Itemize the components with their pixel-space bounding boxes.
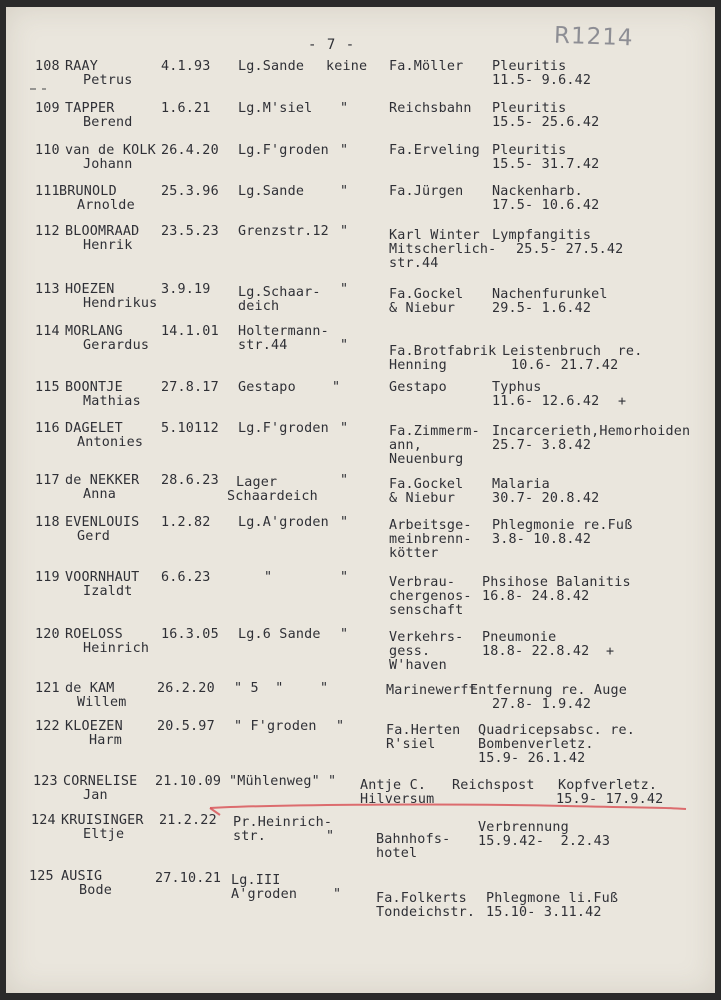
employer: Reichsbahn [389,101,472,116]
diagnosis-secondary: Bombenverletz. [478,737,594,752]
ditto-mark: " [340,224,349,239]
surname: TAPPER [65,101,115,116]
treatment-period: 27.8- 1.9.42 [492,697,592,712]
birth-date: 1.2.82 [161,515,211,530]
diagnosis: Pleuritis [492,101,567,116]
employer: Reichspost [452,778,535,793]
given-name: Arnolde [77,198,135,213]
death-mark: + [606,644,615,659]
treatment-period: 17.5- 10.6.42 [492,198,600,213]
surname: CORNELISE [63,774,138,789]
entry-number: 119 [35,570,60,585]
surname: de KAM [65,681,115,696]
treatment-period: 25.7- 3.8.42 [492,438,592,453]
address: Lg.F'groden [238,143,329,158]
birth-date: 16.3.05 [161,627,219,642]
diagnosis: Nackenharb. [492,184,583,199]
ditto-mark: " [340,473,349,488]
entry-number: 122 [35,719,60,734]
diagnosis: Incarcerieth,Hemorhoiden [492,424,691,439]
treatment-period: 15.9- 17.9.42 [556,792,664,807]
entry-number: 121 [35,681,60,696]
diagnosis: Pleuritis [492,143,567,158]
employer-line: gess. [389,644,431,659]
entry-number: 116 [35,421,60,436]
treatment-period: 3.8- 10.8.42 [492,532,592,547]
entry-number: 108 [35,59,60,74]
address: " F'groden [234,719,317,734]
diagnosis: Phlegmonie re.Fuß [492,518,633,533]
page-number: - 7 - [308,37,356,53]
employer: Fa.Möller [389,59,464,74]
address-line: A'groden [231,887,298,902]
given-name: Mathias [83,394,141,409]
employer-line: Verbrau- [389,575,456,590]
surname: RAAY [65,59,99,74]
birth-date: 4.1.93 [161,59,211,74]
address-line: Lager [236,475,278,490]
contact-line: Hilversum [360,792,435,807]
entry-number: 109 [35,101,60,116]
diagnosis: Phsihose Balanitis [482,575,631,590]
ditto-mark: " [340,627,349,642]
address-line: Holtermann- [238,324,329,339]
diagnosis: Kopfverletz. [558,778,658,793]
birth-date: 3.9.19 [161,282,211,297]
entry-number: 112 [35,224,60,239]
birth-date: 27.10.21 [155,871,222,886]
surname: MORLANG [65,324,123,339]
surname: KRUISINGER [61,813,144,828]
treatment-period: 16.8- 24.8.42 [482,589,590,604]
entry-number: 115 [35,380,60,395]
employer: Fa.Erveling [389,143,480,158]
ditto-mark: " [340,101,349,116]
employer-line: meinbrenn- [389,532,472,547]
ditto-mark: " [328,774,337,789]
birth-date: 21.2.22 [159,813,217,828]
surname: van de KOLK [65,143,156,158]
address: Lg.A'groden [238,515,329,530]
diagnosis: Phlegmone li.Fuß [486,891,619,906]
birth-date: 1.6.21 [161,101,211,116]
treatment-period: 15.9- 26.1.42 [478,751,586,766]
address: Lg.F'groden [238,421,329,436]
employer-line: Fa.Herten [386,723,461,738]
address: Gestapo [238,380,296,395]
address-line: str.44 [238,338,288,353]
surname: AUSIG [61,869,103,884]
treatment-period: 30.7- 20.8.42 [492,491,600,506]
employer-line: R'siel [386,737,436,752]
document-page [6,7,715,993]
ditto-mark: " [340,143,349,158]
given-name: Jan [83,788,108,803]
surname: BOONTJE [65,380,123,395]
surname: VOORNHAUT [65,570,140,585]
birth-date: 27.8.17 [161,380,219,395]
given-name: Johann [83,157,133,172]
ditto-mark: " [340,570,349,585]
employer: Marinewerft [386,683,477,698]
address-line: Lg.Schaar- [238,285,321,300]
entry-number: 111 [35,184,60,199]
surname: EVENLOUIS [65,515,140,530]
employer-line: kötter [389,546,439,561]
employer-line: Verkehrs- [389,630,464,645]
employer-line: Mitscherlich- [389,242,497,257]
surname: de NEKKER [65,473,140,488]
given-name: Berend [83,115,133,130]
address-line: Pr.Heinrich- [233,815,333,830]
entry-number: 125 [29,869,54,884]
given-name: Hendrikus [83,296,158,311]
surname: BLOOMRAAD [65,224,140,239]
entry-number: 117 [35,473,60,488]
given-name: Anna [83,487,117,502]
diagnosis: Leistenbruch re. [502,344,643,359]
birth-date: 6.6.23 [161,570,211,585]
ditto-mark: " [340,338,349,353]
diagnosis: Pneumonie [482,630,557,645]
diagnosis: Lympfangitis [492,228,592,243]
surname: BRUNOLD [59,184,117,199]
treatment-period: 15.10- 3.11.42 [486,905,602,920]
employer-line: Neuenburg [389,452,464,467]
birth-date: 23.5.23 [161,224,219,239]
given-name: Antonies [77,435,144,450]
given-name: Willem [77,695,127,710]
address: Grenzstr.12 [238,224,329,239]
ditto-mark: " [320,681,329,696]
address-line: deich [238,299,280,314]
employer-line: ann, [389,438,423,453]
note: keine [326,59,368,74]
employer-line: senschaft [389,603,464,618]
entry-number: 123 [33,774,58,789]
address: Lg.Sande [238,59,305,74]
diagnosis: Verbrennung [478,820,569,835]
entry-number: 124 [31,813,56,828]
ditto-mark: " [264,570,273,585]
given-name: Eltje [83,827,125,842]
employer-line: Fa.Gockel [389,477,464,492]
employer-line: Henning [389,358,447,373]
employer-line: Fa.Brotfabrik [389,344,497,359]
diagnosis: Pleuritis [492,59,567,74]
employer-line: W'haven [389,658,447,673]
treatment-period: 18.8- 22.8.42 [482,644,590,659]
entry-number: 113 [35,282,60,297]
employer-line: hotel [376,846,418,861]
surname: HOEZEN [65,282,115,297]
given-name: Harm [89,733,123,748]
entry-number: 118 [35,515,60,530]
employer-line: chergenos- [389,589,472,604]
contact-line: Antje C. [360,778,427,793]
address-line: Lg.III [231,873,281,888]
employer-line: Bahnhofs- [376,832,451,847]
diagnosis: Nachenfurunkel [492,287,608,302]
ditto-mark: " [340,184,349,199]
employer-line: Fa.Gockel [389,287,464,302]
address: "Mühlenweg" [229,774,320,789]
treatment-period: 15.5- 25.6.42 [492,115,600,130]
surname: KLOEZEN [65,719,123,734]
diagnosis: Malaria [492,477,550,492]
death-mark: + [618,394,627,409]
given-name: Gerd [77,529,111,544]
employer-line: Fa.Zimmerm- [389,424,480,439]
birth-date: 28.6.23 [161,473,219,488]
ditto-mark: " [340,421,349,436]
employer-line: & Niebur [389,491,456,506]
given-name: Izaldt [83,584,133,599]
ditto-mark: " [326,829,335,844]
diagnosis: Typhus [492,380,542,395]
birth-date: 5.10112 [161,421,219,436]
ditto-mark: " [340,282,349,297]
given-name: Henrik [83,238,133,253]
birth-date: 20.5.97 [157,719,215,734]
treatment-period: 15.5- 31.7.42 [492,157,600,172]
ditto-mark: " [332,380,341,395]
employer: Gestapo [389,380,447,395]
address-line: Schaardeich [227,489,318,504]
employer-line: Fa.Folkerts [376,891,467,906]
given-name: Petrus [83,73,133,88]
employer-line: Arbeitsge- [389,518,472,533]
surname: DAGELET [65,421,123,436]
entry-number: 120 [35,627,60,642]
employer-line: Karl Winter [389,228,480,243]
birth-date: 21.10.09 [155,774,222,789]
address: Lg.M'siel [238,101,313,116]
surname: ROELOSS [65,627,123,642]
diagnosis: Quadricepsabsc. re. [478,723,635,738]
address-line: str. [233,829,267,844]
birth-date: 26.4.20 [161,143,219,158]
ditto-mark: " [336,719,345,734]
address: " 5 " [234,681,284,696]
birth-date: 26.2.20 [157,681,215,696]
diagnosis: Entfernung re. Auge [470,683,627,698]
employer: Fa.Jürgen [389,184,464,199]
pencil-tick-mark [28,87,58,91]
entry-number: 114 [35,324,60,339]
ditto-mark: " [340,515,349,530]
employer-line: Tondeichstr. [376,905,476,920]
given-name: Gerardus [83,338,150,353]
address: Lg.Sande [238,184,305,199]
birth-date: 14.1.01 [161,324,219,339]
address: Lg.6 Sande [238,627,321,642]
entry-number: 110 [35,143,60,158]
treatment-period: 29.5- 1.6.42 [492,301,592,316]
treatment-period: 11.5- 9.6.42 [492,73,592,88]
treatment-period: 25.5- 27.5.42 [516,242,624,257]
given-name: Bode [79,883,113,898]
employer-line: & Niebur [389,301,456,316]
archive-stamp: R1214 [553,22,634,52]
employer-line: str.44 [389,256,439,271]
treatment-period: 11.6- 12.6.42 [492,394,600,409]
birth-date: 25.3.96 [161,184,219,199]
treatment-period: 10.6- 21.7.42 [511,358,619,373]
treatment-period: 15.9.42- 2.2.43 [478,834,611,849]
given-name: Heinrich [83,641,150,656]
ditto-mark: " [333,887,342,902]
